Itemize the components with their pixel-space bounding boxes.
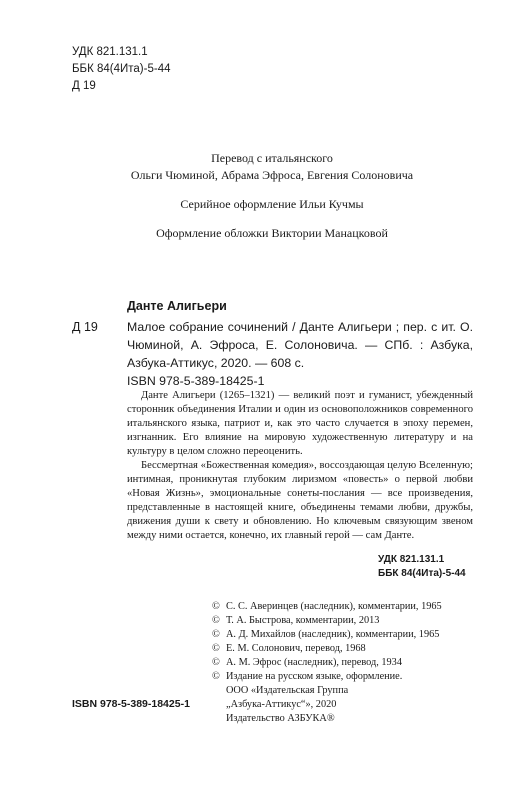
- translators: Ольги Чюминой, Абрама Эфроса, Евгения Солоновича: [130, 168, 414, 182]
- catalog-code: Д 19: [72, 320, 98, 334]
- udk-code: УДК 821.131.1: [72, 46, 148, 58]
- translation-heading: Перевод с итальянского: [211, 151, 333, 165]
- publisher-line: Издательство АЗБУКА®: [226, 713, 335, 724]
- credits-block: [62, 150, 482, 242]
- author-mark: Д 19: [72, 80, 96, 92]
- copyright-line: [212, 628, 442, 642]
- copyright-symbol: ©: [212, 643, 220, 654]
- copyright-text: С. С. Аверинцев (наследник), комментарии, 1965: [226, 601, 442, 612]
- classification-codes: [72, 44, 170, 95]
- copyright-line: [212, 656, 442, 670]
- copyright-line: [212, 600, 442, 614]
- copyright-line: [212, 614, 442, 628]
- udk-code: УДК 821.131.1: [378, 554, 445, 565]
- annotation: [127, 389, 473, 543]
- copyright-symbol: ©: [212, 615, 220, 626]
- copyright-text: Т. А. Быстрова, комментарии, 2013: [226, 615, 380, 626]
- copyright-symbol: ©: [212, 657, 220, 668]
- series-design-credit: Серийное оформление Ильи Кучмы: [180, 197, 364, 211]
- copyright-text: А. Д. Михайлов (наследник), комментарии, 1965: [226, 629, 440, 640]
- annotation-paragraph: Бессмертная «Божественная комедия», воссоздающая целую Вселенную; интимная, проникнутая глубоким лиризмом «повесть» о первой любви «Новая Жизнь», эмоциональные сонеты-послания — все произведения, представленные в настоящей книге, объединены темами любви, дружбы, движения души к свету и обновлению. Но ключевым связующим звеном между ними остается, конечно, их главный герой — сам Данте.: [127, 460, 473, 541]
- publisher-line: „Азбука-Аттикус“», 2020: [226, 699, 337, 710]
- classification-codes-repeat: [378, 553, 466, 581]
- bbk-code: ББК 84(4Ита)-5-44: [72, 63, 171, 75]
- catalog-isbn: ISBN 978-5-389-18425-1: [127, 374, 265, 388]
- copyright-block: [212, 600, 442, 726]
- copyright-line: [212, 642, 442, 656]
- copyright-symbol: ©: [212, 629, 220, 640]
- annotation-paragraph: Данте Алигьери (1265–1321) — великий поэт и гуманист, убежденный сторонник объединения Италии и один из основоположников современного итальянского языка, патриот и, как это часто случается в эпоху перемен, изгнанник. Его влияние на мировую художественную литературу и на культуру в целом сложно переоценить.: [127, 390, 473, 457]
- copyright-symbol: ©: [212, 671, 220, 682]
- copyright-text: Издание на русском языке, оформление.: [226, 671, 403, 682]
- publisher-line: ООО «Издательская Группа: [226, 685, 349, 696]
- bibliographic-record: [127, 318, 473, 390]
- bbk-code: ББК 84(4Ита)-5-44: [378, 568, 466, 579]
- copyright-symbol: ©: [212, 601, 220, 612]
- copyright-text: Е. М. Солонович, перевод, 1968: [226, 643, 366, 654]
- cover-design-credit: Оформление обложки Виктории Манацковой: [156, 226, 388, 240]
- catalog-author: Данте Алигьери: [127, 299, 227, 313]
- copyright-text: А. М. Эфрос (наследник), перевод, 1934: [226, 657, 402, 668]
- copyright-line: [212, 670, 442, 684]
- bibliographic-description: Малое собрание сочинений / Данте Алигьери ; пер. с ит. О. Чюминой, А. Эфроса, Е. Солоновича. — СПб. : Азбука, Азбука-Аттикус, 2020. — 608 с.: [127, 320, 473, 370]
- isbn-bottom: ISBN 978-5-389-18425-1: [72, 698, 190, 710]
